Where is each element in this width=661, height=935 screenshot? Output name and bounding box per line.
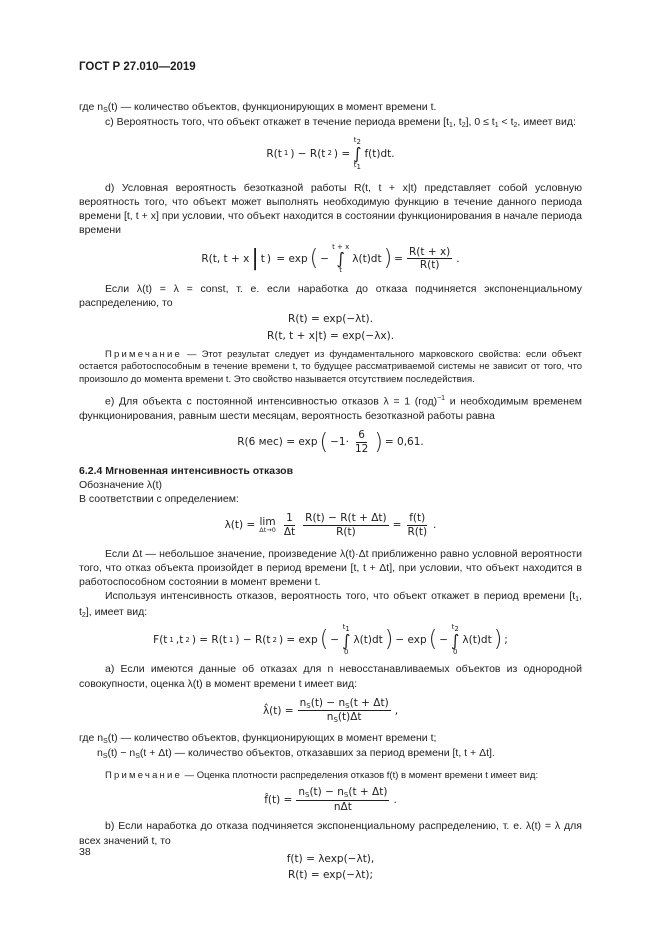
item-b: b) Если наработка до отказа подчиняется экспоненциальному распределению, т. е. λ(t) = λ для всех значений t, то [79,820,582,847]
formula-exp-conditional: R(t, t + x|t) = exp(−λx). [266,329,395,342]
formula-density-estimate: f̂(t) = $\frac{n_S(t) - n_S(t + \Delta t)}{\text{nΔt}}$ . [264,786,397,813]
integral: $t_2$ ∫ 0 [451,623,460,657]
integral: $t_1$ ∫ 0 [342,623,351,657]
integral: t + x ∫ t [332,242,350,274]
para-constant-rate: Если λ(t) = λ = const, т. е. если наработка до отказа подчиняется экспоненциальному распределению, то [79,282,582,309]
formula-failure-probability: R(t 1 ) − R(t 2 ) = $t_2$ ∫ $t_1$ f(t)dt. [266,135,395,171]
document-page [79,60,582,882]
standard-header: ГОСТ Р 27.010—2019 [79,61,196,73]
fraction: $\frac{f(t)}{R(t)}$ [407,512,428,538]
item-c: c) Вероятность того, что объект откажет в течение периода времени [$t_1$, $t_2$], $0 \le t_1 < t_2$, имеет вид: [105,116,576,130]
note-density: Примечание — Оценка плотности распределения отказов f(t) в момент времени t имеет вид: [105,769,539,781]
formula-hazard-definition: λ(t) = lim Δt→0 $\frac{1}{\Delta t}$ $\frac{R(t) - R(t + \Delta t)}{R(t)}$ = $\frac{f(t)}{R(t)}$ . [224,512,437,538]
para-using-rate: Используя интенсивность отказов, вероятность того, что объект откажет в период времени [$t_1$, $t_2$], имеет вид: [79,590,582,619]
ns-definition: где $n_S(t)$ — количество объектов, функционирующих в момент времени t. [79,100,437,114]
formula-hazard-estimate: λ̂(t) = $\frac{n_S(t) - n_S(t + \Delta t)}{n_S(t)\Delta t}$ , [262,696,399,725]
formula-failure-interval: F(t 1 ,t 2 ) = R(t 1 ) − R(t 2 ) = exp ( − $t_1$ ∫ 0 λ(t)dt ) − exp ( − $t_2$ ∫ 0 λ(t)dt ) ; [153,623,508,657]
formula-exp-reliability-2: R(t) = exp(−λt); [287,869,374,882]
note-markov: Примечание — Этот результат следует из фундаментального марковского свойства: если объект остается работоспособным в течение времени t, то будущее рассматриваемой системы не зависит от того, что произошло до момента времени t. Это свойство называется отсутствием последействия. [79,348,582,385]
item-a: a) Если имеются данные об отказах для n невосстанавливаемых объектов из однородной совокупности, оценка λ(t) в момент времени t имеет вид: [79,663,582,690]
designation: Обозначение λ(t) [79,478,163,491]
integral: $t_2$ ∫ $t_1$ [353,135,362,171]
where-ns: где $n_S(t)$ — количество объектов, функционирующих в момент времени t; [79,731,437,745]
fraction: $\frac{6}{12}$ [354,429,369,455]
formula-conditional-reliability: R(t, t + x | t ) = exp ( − t + x ∫ t λ(t)dt ) = $\frac{R(t + x)}{R(t)}$ . [201,242,460,274]
fraction: $\frac{R(t) - R(t + \Delta t)}{R(t)}$ [305,512,387,538]
page-number: 38 [79,846,91,858]
fraction: $\frac{n_S(t) - n_S(t + \Delta t)}{n_S(t)\Delta t}$ [299,696,389,725]
limit: lim Δt→0 [259,515,276,535]
section-heading: 6.2.4 Мгновенная интенсивность отказов [79,464,294,477]
where-failed: $n_S(t) - n_S(t + \Delta t)$ — количество объектов, отказавших за период времени [t, t + Δt]. [97,747,495,761]
fraction: $\frac{n_S(t) - n_S(t + \Delta t)}{\text{nΔt}}$ [298,786,388,813]
fraction: $\frac{1}{\Delta t}$ [283,512,296,538]
per-definition: В соответствии с определением: [79,493,239,506]
fraction: $\frac{R(t + x)}{R(t)}$ [408,245,451,272]
para-small-dt: Если Δt — небольшое значение, произведение λ(t)·Δt приближенно равно условной вероятности того, что отказ объекта произойдет в период времени [t, t + Δt], при условии, что объект находится в работоспособном состоянии в момент времени t. [79,547,582,589]
formula-six-months: R(6 мес) = exp ( −1· $\frac{6}{12}$ ) = 0,61. [237,429,424,455]
item-e: e) Для объекта с постоянной интенсивностью отказов λ = 1 (год)$^{-1}$ и необходимым временем функционирования, равным шести месяцам, вероятность безотказной работы равна [79,395,583,423]
item-d: d) Условная вероятность безотказной работы R(t, t + x|t) представляет собой условную вероятность того, что объект может выполнять необходимую функцию в течение данного периода времени [t, t + x] при условии, что объект находится в состоянии функционирования в начале периода времени [79,181,582,237]
formula-exp-density: f(t) = λexp(−λt), [286,852,375,865]
formula-exp-reliability: R(t) = exp(−λt). [288,313,373,326]
